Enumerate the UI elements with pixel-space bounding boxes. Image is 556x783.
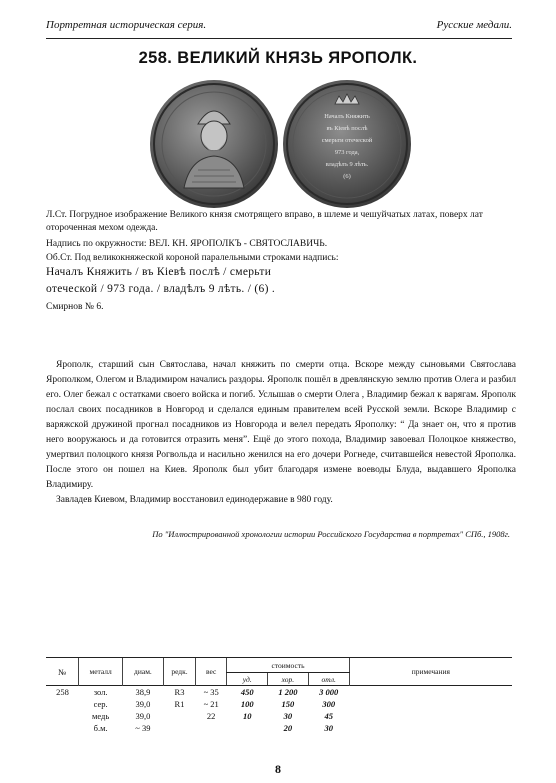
table-row <box>46 686 512 699</box>
medal-obverse-image <box>150 80 278 208</box>
cell-rarity: R1 <box>174 699 185 709</box>
cell-cost-good: 100 <box>240 699 254 709</box>
cell-diameter: 39,0 <box>135 711 151 721</box>
col-header-cost-excellent: отл. <box>308 673 349 686</box>
cell-no <box>46 722 79 734</box>
catalog-reference: Смирнов № 6. <box>46 302 104 312</box>
cell-cost-fine: 150 <box>281 699 295 709</box>
cell-cost-fine: 1 200 <box>268 686 309 699</box>
col-header-notes: примечания <box>349 658 512 686</box>
cell-notes <box>349 710 512 722</box>
cell-metal: б.м. <box>93 723 108 733</box>
cell-diameter: 38,9 <box>122 686 163 699</box>
cell-cost-fine: 20 <box>283 723 293 733</box>
col-header-metal: металл <box>79 658 122 686</box>
col-header-cost: стоимость <box>227 658 349 673</box>
reverse-line-6: (6) <box>343 173 351 180</box>
reverse-line-4: 973 года, <box>334 149 360 156</box>
cell-cost-excellent: 30 <box>324 723 333 733</box>
cell-no: 258 <box>46 686 79 699</box>
table-row <box>46 722 512 734</box>
valuation-table <box>46 657 512 734</box>
reverse-text-line-2: отеческой / 973 года. / владѣлъ 9 лѣть. / (6) . <box>46 283 276 295</box>
col-header-rarity: редк. <box>164 658 196 686</box>
cell-weight <box>195 722 226 734</box>
cell-no <box>46 698 79 710</box>
cell-notes <box>349 686 512 699</box>
cell-weight: 22 <box>206 711 216 721</box>
biography-paragraph: Ярополк, старший сын Святослава, начал княжить по смерти отца. Вскоре между сыновьями Святослава Ярополком, Олегом и Владимиром начались раздоры. Ярополк пошёл в древлянскую землю против Олега и разбил его. Олег бежал с остатками своего войска и погиб. Услышав о смерти Олега , Владимир бежал к варягам. Ярополк послал своих посадников в Новгород и сделался единым правителем всей Русской земли. Вскоре Владимир с варяжской дружиной прогнал посадников из Новгорода и велел передать Ярополку: “ Да знает он, что я против него вооружаюсь и да готовится отразить меня”. Ещё до этого похода, Владимир завоевал Полоцкое княжество, умертвил полоцкого князя Рогвольда и насильно женился на его дочери Рогнеде, считавшейся невестой Ярополка. После этого он пошел на Киев. Ярополк был убит благодаря измене воеводы Блуда, выдавшего Ярополка Владимиру. <box>46 360 516 490</box>
reverse-line-5: владѣлъ 9 лѣть. <box>325 161 369 168</box>
running-header <box>46 18 512 36</box>
table-row <box>46 698 512 710</box>
obverse-legend: Надпись по окружности: ВЕЛ. КН. ЯРОПОЛКЪ - СВЯТОСЛАВИЧЬ. <box>46 239 328 249</box>
cell-rarity <box>164 722 196 734</box>
cell-notes <box>349 722 512 734</box>
reverse-line-1: Началъ Княжить <box>324 113 370 120</box>
obverse-description: Л.Ст. Погрудное изображение Великого князя смотрящего вправо, в шлеме и чешуйчатых латах, поверх лат отороченная мехом одежда. <box>46 210 483 233</box>
cell-cost-good: 450 <box>227 686 268 699</box>
cell-weight: ~ 35 <box>195 686 226 699</box>
reverse-intro: Об.Ст. Под великокняжеской короной паралельными строками надпись: <box>46 253 339 263</box>
cell-cost-good <box>227 722 268 734</box>
reverse-text-line-1: Началъ Княжить / въ Кіевѣ послѣ / смерьти <box>46 266 272 278</box>
obverse-portrait-drawing <box>150 80 278 208</box>
cell-diameter: 39,0 <box>135 699 151 709</box>
header-divider <box>46 38 512 39</box>
cell-cost-excellent: 300 <box>322 699 336 709</box>
reverse-line-3: смерьти отеческой <box>321 137 373 144</box>
col-header-weight: вес <box>195 658 226 686</box>
page-title: 258. ВЕЛИКИЙ КНЯЗЬ ЯРОПОЛК. <box>138 49 418 67</box>
col-header-cost-fine: хор. <box>268 673 309 686</box>
cell-rarity: R3 <box>164 686 196 699</box>
biography-paragraph: Завладев Киевом, Владимир восстановил единодержавие в 980 году. <box>56 495 333 505</box>
cell-cost-excellent: 45 <box>324 711 333 721</box>
cell-metal: зол. <box>79 686 122 699</box>
biography-text <box>46 358 516 508</box>
cell-cost-good: 10 <box>242 711 252 721</box>
cell-metal: сер. <box>93 699 108 709</box>
cell-no <box>46 710 79 722</box>
reverse-inscription-drawing <box>283 80 411 208</box>
cell-cost-fine: 30 <box>283 711 293 721</box>
cell-weight: ~ 21 <box>203 699 219 709</box>
section-title: Русские медали. <box>436 19 512 31</box>
cell-metal: медь <box>91 711 110 721</box>
table-row <box>46 710 512 722</box>
col-header-no: № <box>46 658 79 686</box>
cell-rarity <box>164 710 196 722</box>
source-citation: По "Иллюстрированной хронологии истории Российского Государства в портретах" СПб., 1908г. <box>152 529 510 539</box>
col-header-diameter: диам. <box>122 658 163 686</box>
medal-reverse-image <box>283 80 411 208</box>
cell-cost-excellent: 3 000 <box>308 686 349 699</box>
page-number: 8 <box>275 762 281 776</box>
cell-diameter: ~ 39 <box>135 723 151 733</box>
col-header-cost-good: уд. <box>227 673 268 686</box>
cell-notes <box>349 698 512 710</box>
reverse-line-2: въ Кіевѣ послѣ <box>326 125 368 132</box>
series-title: Портретная историческая серия. <box>46 19 207 31</box>
